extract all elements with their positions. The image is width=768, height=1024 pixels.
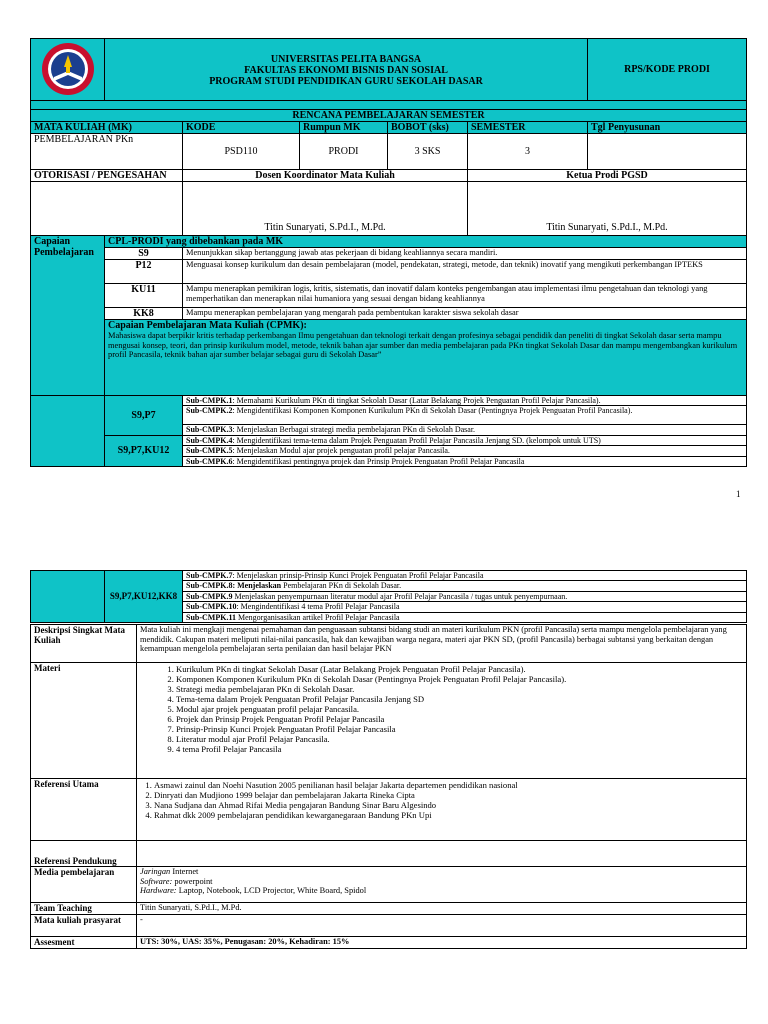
course-code: PSD110 <box>183 134 300 170</box>
header-title-cell <box>105 39 588 101</box>
course-semester: 3 <box>468 134 588 170</box>
reference-item: 4. Rahmat dkk 2009 pembelajaran pendidikan kewarganegaraan Bandung PKn Upi <box>154 810 743 820</box>
description-text: Mata kuliah ini mengkaji mengenai pemahaman dan penguasaan subtansi bidang studi an materi kurikulum PKN (profil Pancasila) serta mampu mengelola pembelajaran yang mendidik. Cakupan materi meliputi nilai-nilai pancasila, hak dan kewajiban warga negara, materi ajar PKN SD, (profil Pancasila) berbagai subtansi yang berkaitan dengan kemampuan mengelola pembelajaran serta penilaian dan hasil belajar PKN <box>137 625 747 663</box>
sub-cpmk-7: Sub-CMPK.7: Menjelaskan prinsip-Prinsip Kunci Projek Penguatan Profil Pelajar Pancasila <box>183 571 747 581</box>
cpmk-cell <box>105 320 747 396</box>
sub-group-s9-p7-ku12: S9,P7,KU12 <box>105 435 183 466</box>
course-header-bobot: BOBOT (sks) <box>388 122 468 134</box>
university-name: UNIVERSITAS PELITA BANGSA <box>270 54 422 65</box>
prasyarat-label: Mata kuliah prasyarat <box>31 915 137 937</box>
media-values <box>137 867 747 903</box>
spacer-row <box>31 101 747 110</box>
materi-item: 2. Komponen Komponen Kurikulum PKn di Sekolah Dasar (Pentingnya Projek Penguatan Profil Pelajar Pancasila). <box>176 674 743 684</box>
course-header-rumpun: Rumpun MK <box>300 122 388 134</box>
prasyarat-value: - <box>137 915 747 937</box>
assesment-value: UTS: 30%, UAS: 35%, Penugasan: 20%, Kehadiran: 15% <box>137 937 747 949</box>
media-row-software: Software: powerpoint <box>140 876 213 886</box>
sub-cpmk-3: Sub-CMPK.3: Menjelaskan Berbagai strategi media pembelajaran PKn di Sekolah Dasar. <box>183 425 747 435</box>
sub-cpmk-11: Sub-CMPK.11 Mengorganisasikan artikel Profil Pelajar Pancasila <box>183 612 747 622</box>
sub-cpmk-left-blank <box>31 396 105 467</box>
sub-group-s9-p7-ku12-kk8: S9,P7,KU12,KK8 <box>105 571 183 623</box>
team-teaching-label: Team Teaching <box>31 903 137 915</box>
materi-item: 6. Projek dan Prinsip Projek Penguatan Profil Pelajar Pancasila <box>176 714 743 724</box>
sub-cpmk-1: Sub-CMPK.1: Memahami Kurikulum PKn di tingkat Sekolah Dasar (Latar Belakang Projek Penguatan Profil Pelajar Pancasila). <box>183 396 747 406</box>
description-label: Deskripsi Singkat Mata Kuliah <box>31 625 137 663</box>
course-header-tgl: Tgl Penyusunan <box>588 122 747 134</box>
cpl-text-kk8: Mampu menerapkan pembelajaran yang mengarah pada pembentukan karakter siswa sekolah dasar <box>183 308 747 320</box>
rps-code: RPS/KODE PRODI <box>588 39 747 101</box>
authorization-blank <box>31 182 183 236</box>
sub-cpmk-6: Sub-CMPK.6: Mengidentifikasi pentingnya projek dan Prinsip Projek Penguatan Profil Pelajar Pancasila <box>183 456 747 466</box>
page-2 <box>30 570 746 949</box>
document-title: RENCANA PEMBELAJARAN SEMESTER <box>31 110 747 122</box>
cpl-code-p12: P12 <box>105 260 183 284</box>
sub-cpmk-9: Sub-CMPK.9 Menjelaskan penyempurnaan literatur modul ajar Profil Pelajar Pancasila / tugas untuk penyempurnaan. <box>183 591 747 601</box>
media-label: Media pembelajaran <box>31 867 137 903</box>
reference-item: 1. Asmawi zainul dan Noehi Nasution 2005 penilianan hasil belajar Jakarta departemen pendidikan nasional <box>154 780 743 790</box>
sub-cpmk-5: Sub-CMPK.5: Menjelaskan Modul ajar projek penguatan profil pelajar Pancasila. <box>183 446 747 456</box>
coordinator-label: Dosen Koordinator Mata Kuliah <box>183 170 468 182</box>
referensi-utama-list <box>137 779 747 841</box>
cpl-text-p12: Menguasai konsep kurikulum dan desain pembelajaran (model, pendekatan, strategi, metode, dan teknik) inovatif yang mengikuti perkembangan IPTEKS <box>183 260 747 284</box>
cpl-code-s9: S9 <box>105 248 183 260</box>
media-row-network: Jaringan Internet <box>140 867 199 877</box>
course-header-mk: MATA KULIAH (MK) <box>31 122 183 134</box>
university-logo-icon <box>40 41 96 97</box>
sub-group-s9-p7: S9,P7 <box>105 396 183 436</box>
head-label: Ketua Prodi PGSD <box>468 170 747 182</box>
page-number: 1 <box>736 489 741 499</box>
sub-cpmk-8: Sub-CMPK.8: Menjelaskan Pembelajaran PKn di Sekolah Dasar. <box>183 581 747 591</box>
cpmk-text: Mahasiswa dapat berpikir kritis terhadap perkembangan Ilmu pengetahuan dan teknologi terkait dengan profesinya sebagai pendidik dan peneliti di tingkat Sekolah dasar serta mampu mengusai konsep, teori, dan prinsip kurikulum model, metode, teknik bahan ajar sumber dan media pembelajaran pada PKn tingkat Sekolah Dasar dan mampu mengembangkan kurikulum profil Pancasila, teknik bahan ajar sumber belajar sebagai guru di Sekolah Dasar” <box>108 331 738 360</box>
media-row-hardware: Hardware: Laptop, Notebook, LCD Projector, White Board, Spidol <box>140 886 367 896</box>
course-rumpun: PRODI <box>300 134 388 170</box>
materi-item: 5. Modul ajar projek penguatan profil pelajar Pancasila. <box>176 704 743 714</box>
materi-item: 1. Kurikulum PKn di tingkat Sekolah Dasar (Latar Belakang Projek Penguatan Profil Pelajar Pancasila). <box>176 664 743 674</box>
sub-cpmk-2: Sub-CMPK.2: Mengidentifikasi Komponen Komponen Kurikulum PKn di Sekolah Dasar (Pentingnya Projek Penguatan Profil Pancasila). <box>183 406 747 425</box>
cpl-section-label: Capaian Pembelajaran <box>31 236 105 396</box>
course-name: PEMBELAJARAN PKn <box>31 134 183 170</box>
head-name: Titin Sunaryati, S.Pd.I., M.Pd. <box>468 182 747 236</box>
coordinator-name: Titin Sunaryati, S.Pd.I., M.Pd. <box>183 182 468 236</box>
materi-item: 9. 4 tema Profil Pelajar Pancasila <box>176 744 743 754</box>
materi-item: 4. Tema-tema dalam Projek Penguatan Profil Pelajar Pancasila Jenjang SD <box>176 694 743 704</box>
materi-item: 3. Strategi media pembelajaran PKn di Sekolah Dasar. <box>176 684 743 694</box>
cpmk-title: Capaian Pembelajaran Mata Kuliah (CPMK): <box>108 320 307 331</box>
course-header-kode: KODE <box>183 122 300 134</box>
logo-cell <box>31 39 105 101</box>
team-teaching-value: Titin Sunaryati, S.Pd.I., M.Pd. <box>137 903 747 915</box>
reference-item: 2. Dinryati dan Mudjiono 1999 belajar dan pembelajaran Jakarta Rineka Cipta <box>154 790 743 800</box>
cpl-title: CPL-PRODI yang dibebankan pada MK <box>105 236 747 248</box>
course-header-semester: SEMESTER <box>468 122 588 134</box>
reference-item: 3. Nana Sudjana dan Ahmad Rifai Media pengajaran Bandung Sinar Baru Algesindo <box>154 800 743 810</box>
referensi-pendukung-value <box>137 841 747 867</box>
assesment-label: Assesment <box>31 937 137 949</box>
cpl-code-kk8: KK8 <box>105 308 183 320</box>
faculty-name: FAKULTAS EKONOMI BISNIS DAN SOSIAL <box>244 65 448 76</box>
materi-item: 8. Literatur modul ajar Profil Pelajar Pancasila. <box>176 734 743 744</box>
sub-cpmk-4: Sub-CMPK.4: Mengidentifikasi tema-tema dalam Projek Penguatan Profil Pelajar Pancasila Jenjang SD. (kelompok untuk UTS) <box>183 435 747 445</box>
authorization-label: OTORISASI / PENGESAHAN <box>31 170 183 182</box>
materi-item: 7. Prinsip-Prinsip Kunci Projek Penguatan Profil Pelajar Pancasila <box>176 724 743 734</box>
course-bobot: 3 SKS <box>388 134 468 170</box>
referensi-utama-label: Referensi Utama <box>31 779 137 841</box>
course-date <box>588 134 747 170</box>
sub-cpmk-10: Sub-CMPK.10: Mengindentifikasi 4 tema Profil Pelajar Pancasila <box>183 602 747 612</box>
cpl-text-ku11: Mampu menerapkan pemikiran logis, kritis, sistematis, dan inovatif dalam konteks pengembangan atau implementasi ilmu pengetahuan dan teknologi yang memperhatikan dan menerapkan nilai humaniora yang sesuai dengan bidang keahliannya <box>183 284 747 308</box>
referensi-pendukung-label: Referensi Pendukung <box>31 841 137 867</box>
page-1 <box>30 38 746 467</box>
program-name: PROGRAM STUDI PENDIDIKAN GURU SEKOLAH DASAR <box>209 76 483 87</box>
cpl-text-s9: Menunjukkan sikap bertanggung jawab atas pekerjaan di bidang keahliannya secara mandiri. <box>183 248 747 260</box>
cpl-code-ku11: KU11 <box>105 284 183 308</box>
sub-cpmk-left-blank-2 <box>31 571 105 623</box>
materi-label: Materi <box>31 663 137 779</box>
materi-list <box>137 663 747 779</box>
